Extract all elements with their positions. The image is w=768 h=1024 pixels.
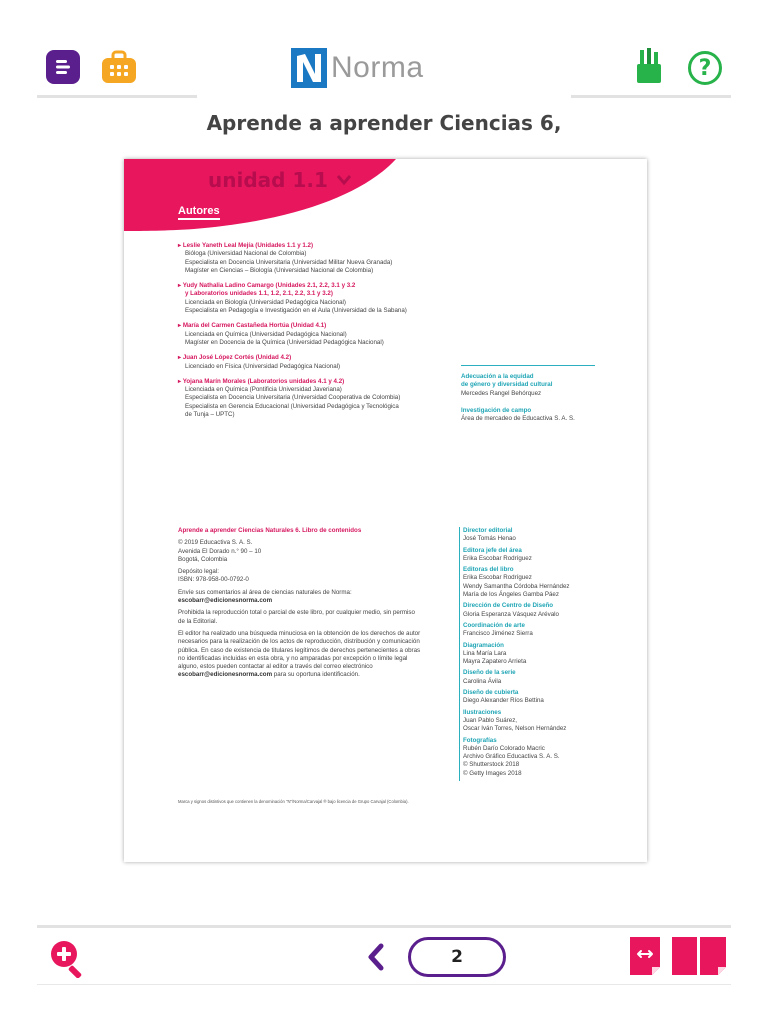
chevron-down-icon — [336, 174, 352, 186]
staff-name: Juan Pablo Suárez, — [463, 716, 518, 724]
legal-line: Depósito legal: — [178, 568, 219, 576]
author-entry — [178, 378, 448, 419]
staff-group — [463, 547, 639, 564]
staff-name: Mayra Zapatero Arrieta — [463, 658, 527, 666]
author-entry — [178, 354, 448, 371]
staff-name: José Tomás Henao — [463, 535, 516, 543]
divider — [37, 984, 731, 985]
side-credit-value: Mercedes Rangel Behórquez — [461, 389, 542, 397]
author-detail: de Tunja – UPTC) — [185, 411, 235, 419]
copyright-notice — [178, 630, 423, 680]
staff-name: Erika Escobar Rodríguez — [463, 574, 532, 582]
pencil-cup-icon — [636, 48, 662, 84]
side-credit-heading: Investigación de campo — [461, 407, 532, 414]
author-detail: Magíster en Docencia de la Química (Universidad Pedagógica Nacional) — [185, 338, 384, 346]
norma-logo-mark — [291, 48, 327, 88]
staff-role: Coordinación de arte — [463, 621, 525, 629]
divider — [37, 95, 197, 98]
divider — [37, 925, 731, 928]
briefcase-icon — [101, 50, 137, 84]
unit-label: unidad 1.1 — [208, 168, 328, 192]
side-credit — [461, 407, 621, 424]
author-entry — [178, 282, 448, 315]
author-name: ▸ María del Carmen Castañeda Hortúa (Unidad 4.1) — [178, 322, 327, 330]
address-line: © 2019 Educactiva S. A. S. — [178, 539, 253, 547]
staff-group — [463, 642, 639, 667]
chevron-left-icon — [366, 943, 386, 971]
logo-text: Norma — [331, 51, 424, 84]
staff-role: Dirección de Centro de Diseño — [463, 602, 554, 610]
author-detail: Especialista en Gerencia Educacional (Universidad Pedagógica y Tecnológica — [185, 402, 399, 410]
address-line: Bogotá, Colombia — [178, 555, 228, 563]
staff-name: María de los Ángeles Gamba Páez — [463, 591, 559, 599]
author-detail: Especialista en Docencia Universitaria (Universidad Militar Nueva Granada) — [185, 258, 393, 266]
staff-group — [463, 566, 639, 599]
staff-name: © Shutterstock 2018 — [463, 761, 520, 769]
staff-role: Editora jefe del área — [463, 546, 522, 554]
previous-page-button[interactable] — [366, 943, 386, 971]
staff-name: Diego Alexander Ríos Bettina — [463, 697, 544, 705]
staff-role: Fotografías — [463, 736, 497, 744]
help-button[interactable] — [688, 51, 722, 85]
author-name: ▸ Juan José López Cortés (Unidad 4.2) — [178, 354, 292, 362]
staff-name: Erika Escobar Rodríguez — [463, 554, 532, 562]
menu-button[interactable] — [46, 50, 80, 84]
isbn: ISBN: 978-958-00-0792-0 — [178, 576, 249, 584]
side-credit — [461, 373, 621, 398]
author-entry — [178, 322, 448, 347]
staff-name: Wendy Samantha Córdoba Hernández — [463, 582, 570, 590]
staff-group — [463, 602, 639, 619]
single-page-view-button[interactable] — [630, 937, 660, 975]
comments-note — [178, 589, 423, 606]
double-page-view-icon — [672, 937, 726, 975]
editorial-staff — [459, 527, 639, 781]
staff-role: Editoras del libro — [463, 566, 514, 574]
page-number-input[interactable] — [408, 937, 506, 977]
publisher-address — [178, 539, 423, 564]
author-name: ▸ Yojana Marín Morales (Laboratorios unidades 4.1 y 4.2) — [178, 377, 345, 385]
staff-name: Lina María Lara — [463, 649, 507, 657]
side-credit-value: Área de mercadeo de Educactiva S. A. S. — [461, 415, 575, 423]
author-detail: Licenciado en Física (Universidad Pedagógica Nacional) — [185, 362, 341, 370]
staff-group — [463, 737, 639, 778]
author-detail: Licenciada en Química (Universidad Pedagógica Nacional) — [185, 330, 347, 338]
address-line: Avenida El Dorado n.° 90 – 10 — [178, 547, 262, 555]
authors-list — [178, 242, 448, 426]
legal-credits — [178, 527, 423, 684]
double-page-view-button[interactable] — [672, 937, 726, 975]
trademark-footnote: Marca y signos distintivos que contienen la denominación "N"/Norma/Carvajal ® bajo licencia de Grupo Carvajal (Colombia). — [178, 799, 409, 804]
staff-group — [463, 689, 639, 706]
staff-role: Ilustraciones — [463, 708, 502, 716]
author-name: ▸ Leslie Yaneth Leal Mejía (Unidades 1.1 y 1.2) — [178, 242, 314, 249]
contact-email: escobarr@edicionesnorma.com — [178, 597, 273, 605]
author-detail: Licenciada en Biología (Universidad Pedagógica Nacional) — [185, 298, 346, 306]
staff-name: © Getty Images 2018 — [463, 769, 522, 777]
staff-role: Diseño de cubierta — [463, 689, 519, 697]
divider — [571, 95, 731, 98]
author-detail: Magíster en Ciencias – Biología (Universidad Nacional de Colombia) — [185, 266, 374, 274]
author-detail: Licenciada en Química (Pontificia Universidad Javeriana) — [185, 386, 342, 394]
divider — [461, 365, 595, 366]
menu-icon — [53, 57, 73, 77]
briefcase-button[interactable] — [101, 50, 137, 84]
page-header-banner — [124, 159, 647, 239]
staff-role: Diagramación — [463, 641, 504, 649]
side-credit-heading: de género y diversidad cultural — [461, 381, 553, 389]
staff-name: Oscar Iván Torres, Nelson Hernández — [463, 725, 567, 733]
staff-group — [463, 622, 639, 639]
staff-role: Director editorial — [463, 527, 513, 534]
tools-button[interactable] — [636, 48, 662, 84]
book-page — [124, 159, 647, 862]
help-icon: ? — [698, 55, 712, 81]
side-credit-heading: Adecuación a la equidad — [461, 373, 534, 380]
staff-name: Rubén Darío Colorado Macric — [463, 744, 545, 752]
unit-selector[interactable] — [208, 168, 352, 192]
single-page-view-icon — [630, 937, 660, 975]
author-entry — [178, 242, 448, 275]
author-name: ▸ Yudy Nathalia Ladino Camargo (Unidades 2.1, 2.2, 3.1 y 3.2 — [178, 282, 356, 290]
staff-group — [463, 709, 639, 734]
contact-email: escobarr@edicionesnorma.com — [178, 671, 273, 679]
top-toolbar — [0, 0, 768, 100]
notice-text: El editor ha realizado una búsqueda minuciosa en la obtención de los derechos de autor necesarios para la realización de los actos de reproducción, distribución y comunicación pública. En caso de existencia de titulares legítimos de derechos pertenecientes a obras no identificadas incluidas en esta obra, y no amparadas por excepción o límite legal alguno, estos pueden contactar al editor a través del correo electrónico — [178, 629, 421, 671]
author-detail: Especialista en Pedagogía e Investigación en el Aula (Universidad de la Sabana) — [185, 307, 407, 315]
book-title: Aprende a aprender Ciencias 6, — [206, 111, 562, 135]
staff-role: Diseño de la serie — [463, 669, 516, 677]
zoom-in-icon — [48, 938, 88, 978]
zoom-in-button[interactable] — [48, 938, 88, 978]
authors-heading: Autores — [178, 205, 220, 220]
page-number: 2 — [451, 947, 463, 967]
staff-name: Gloria Esperanza Vásquez Arévalo — [463, 610, 559, 618]
staff-group — [463, 527, 639, 544]
staff-name: Archivo Gráfico Educactiva S. A. S. — [463, 753, 560, 761]
credits-title: Aprende a aprender Ciencias Naturales 6. Libro de contenidos — [178, 527, 362, 534]
norma-logo — [291, 48, 424, 88]
comments-text: Envíe sus comentarios al área de ciencias naturales de Norma: — [178, 588, 352, 596]
staff-group — [463, 669, 639, 686]
author-name-cont: y Laboratorios unidades 1.1, 1.2, 2.1, 2.2, 3.1 y 3.2) — [185, 290, 333, 298]
legal-deposit — [178, 568, 423, 585]
prohibition-text: Prohibida la reproducción total o parcial de este libro, por cualquier medio, sin permiso de la Editorial. — [178, 609, 415, 625]
staff-name: Carolina Ávila — [463, 677, 502, 685]
author-detail: Especialista en Docencia Universitaria (Universidad Cooperativa de Colombia) — [185, 394, 401, 402]
notice-text-end: para su oportuna identificación. — [272, 671, 360, 679]
author-detail: Bióloga (Universidad Nacional de Colombia) — [185, 250, 307, 258]
staff-name: Francisco Jiménez Sierra — [463, 630, 533, 638]
